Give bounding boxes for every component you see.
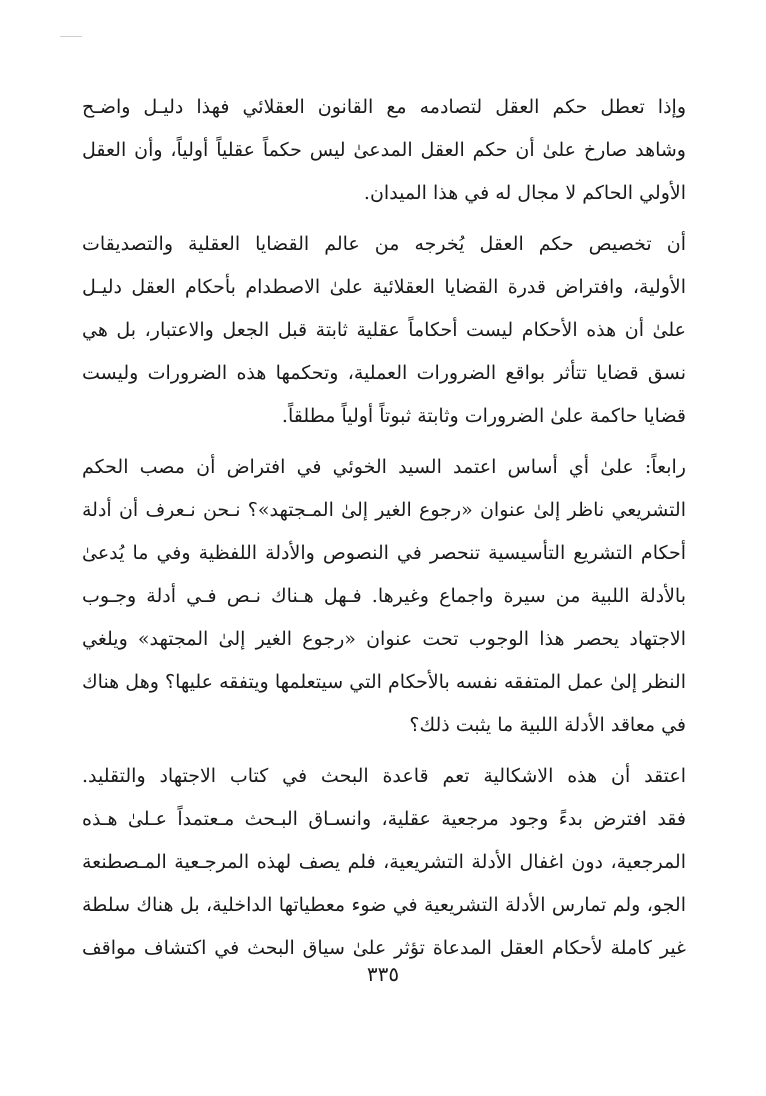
text-line: فقد افترض بدءً وجود مرجعية عقلية، وانسـاق البـحث مـعتمداً عـلىٰ هـذه (82, 808, 686, 830)
text-line: الجو، ولم تمارس الأدلة التشريعية في ضوء معطياتها الداخلية، بل هناك سلطة (82, 894, 686, 916)
text-line: اعتقد أن هذه الاشكالية تعم قاعدة البحث في كتاب الاجتهاد والتقليد. (82, 765, 686, 787)
page-number: ٣٣٥ (366, 962, 400, 986)
text-line: النظر إلىٰ عمل المتفقه نفسه بالأحكام التي سيتعلمها ويتفقه عليها؟ وهل هناك (82, 671, 686, 693)
text-line: بالأدلة اللبية من سيرة واجماع وغيرها. فـهل هـناك نـص فـي أدلة وجـوب (82, 585, 686, 607)
text-line: غير كاملة لأحكام العقل المدعاة تؤثر علىٰ سياق البحث في اكتشاف مواقف (82, 937, 686, 959)
text-line: في معاقد الأدلة اللبية ما يثبت ذلك؟ (409, 714, 686, 736)
text-line: الأولية، وافتراض قدرة القضايا العقلائية علىٰ الاصطدام بأحكام العقل دليـل (82, 276, 686, 298)
text-line: الأولي الحاكم لا مجال له في هذا الميدان. (363, 182, 686, 204)
corner-mark (60, 36, 82, 37)
text-line: أن تخصيص حكم العقل يُخرجه من عالم القضايا العقلية والتصديقات (82, 233, 686, 255)
text-line: وإذا تعطل حكم العقل لتصادمه مع القانون العقلائي فهذا دليـل واضـح (82, 96, 686, 118)
text-line: رابعاً: علىٰ أي أساس اعتمد السيد الخوئي في افتراض أن مصب الحكم (82, 456, 686, 478)
text-line: أحكام التشريع التأسيسية تنحصر في النصوص والأدلة اللفظية وفي ما يُدعىٰ (82, 542, 686, 564)
body-text (82, 86, 686, 970)
text-line: قضايا حاكمة علىٰ الضرورات وثابتة ثبوتاً أولياً مطلقاً. (281, 405, 686, 427)
text-line: المرجعية، دون اغفال الأدلة التشريعية، فلم يصف لهذه المرجـعية المـصطنعة (82, 851, 686, 873)
text-line: الاجتهاد يحصر هذا الوجوب تحت عنوان «رجوع الغير إلىٰ المجتهد» ويلغي (82, 628, 686, 650)
text-line: التشريعي ناظر إلىٰ عنوان «رجوع الغير إلىٰ المـجتهد»؟ نـحن نـعرف أن أدلة (82, 499, 686, 521)
text-line: نسق قضايا تتأثر بواقع الضرورات العملية، وتحكمها هذه الضرورات وليست (82, 362, 686, 384)
text-line: وشاهد صارخ علىٰ أن حكم العقل المدعىٰ ليس حكماً عقلياً أولياً، وأن العقل (82, 139, 686, 161)
text-line: علىٰ أن هذه الأحكام ليست أحكاماً عقلية ثابتة قبل الجعل والاعتبار، بل هي (82, 319, 686, 341)
